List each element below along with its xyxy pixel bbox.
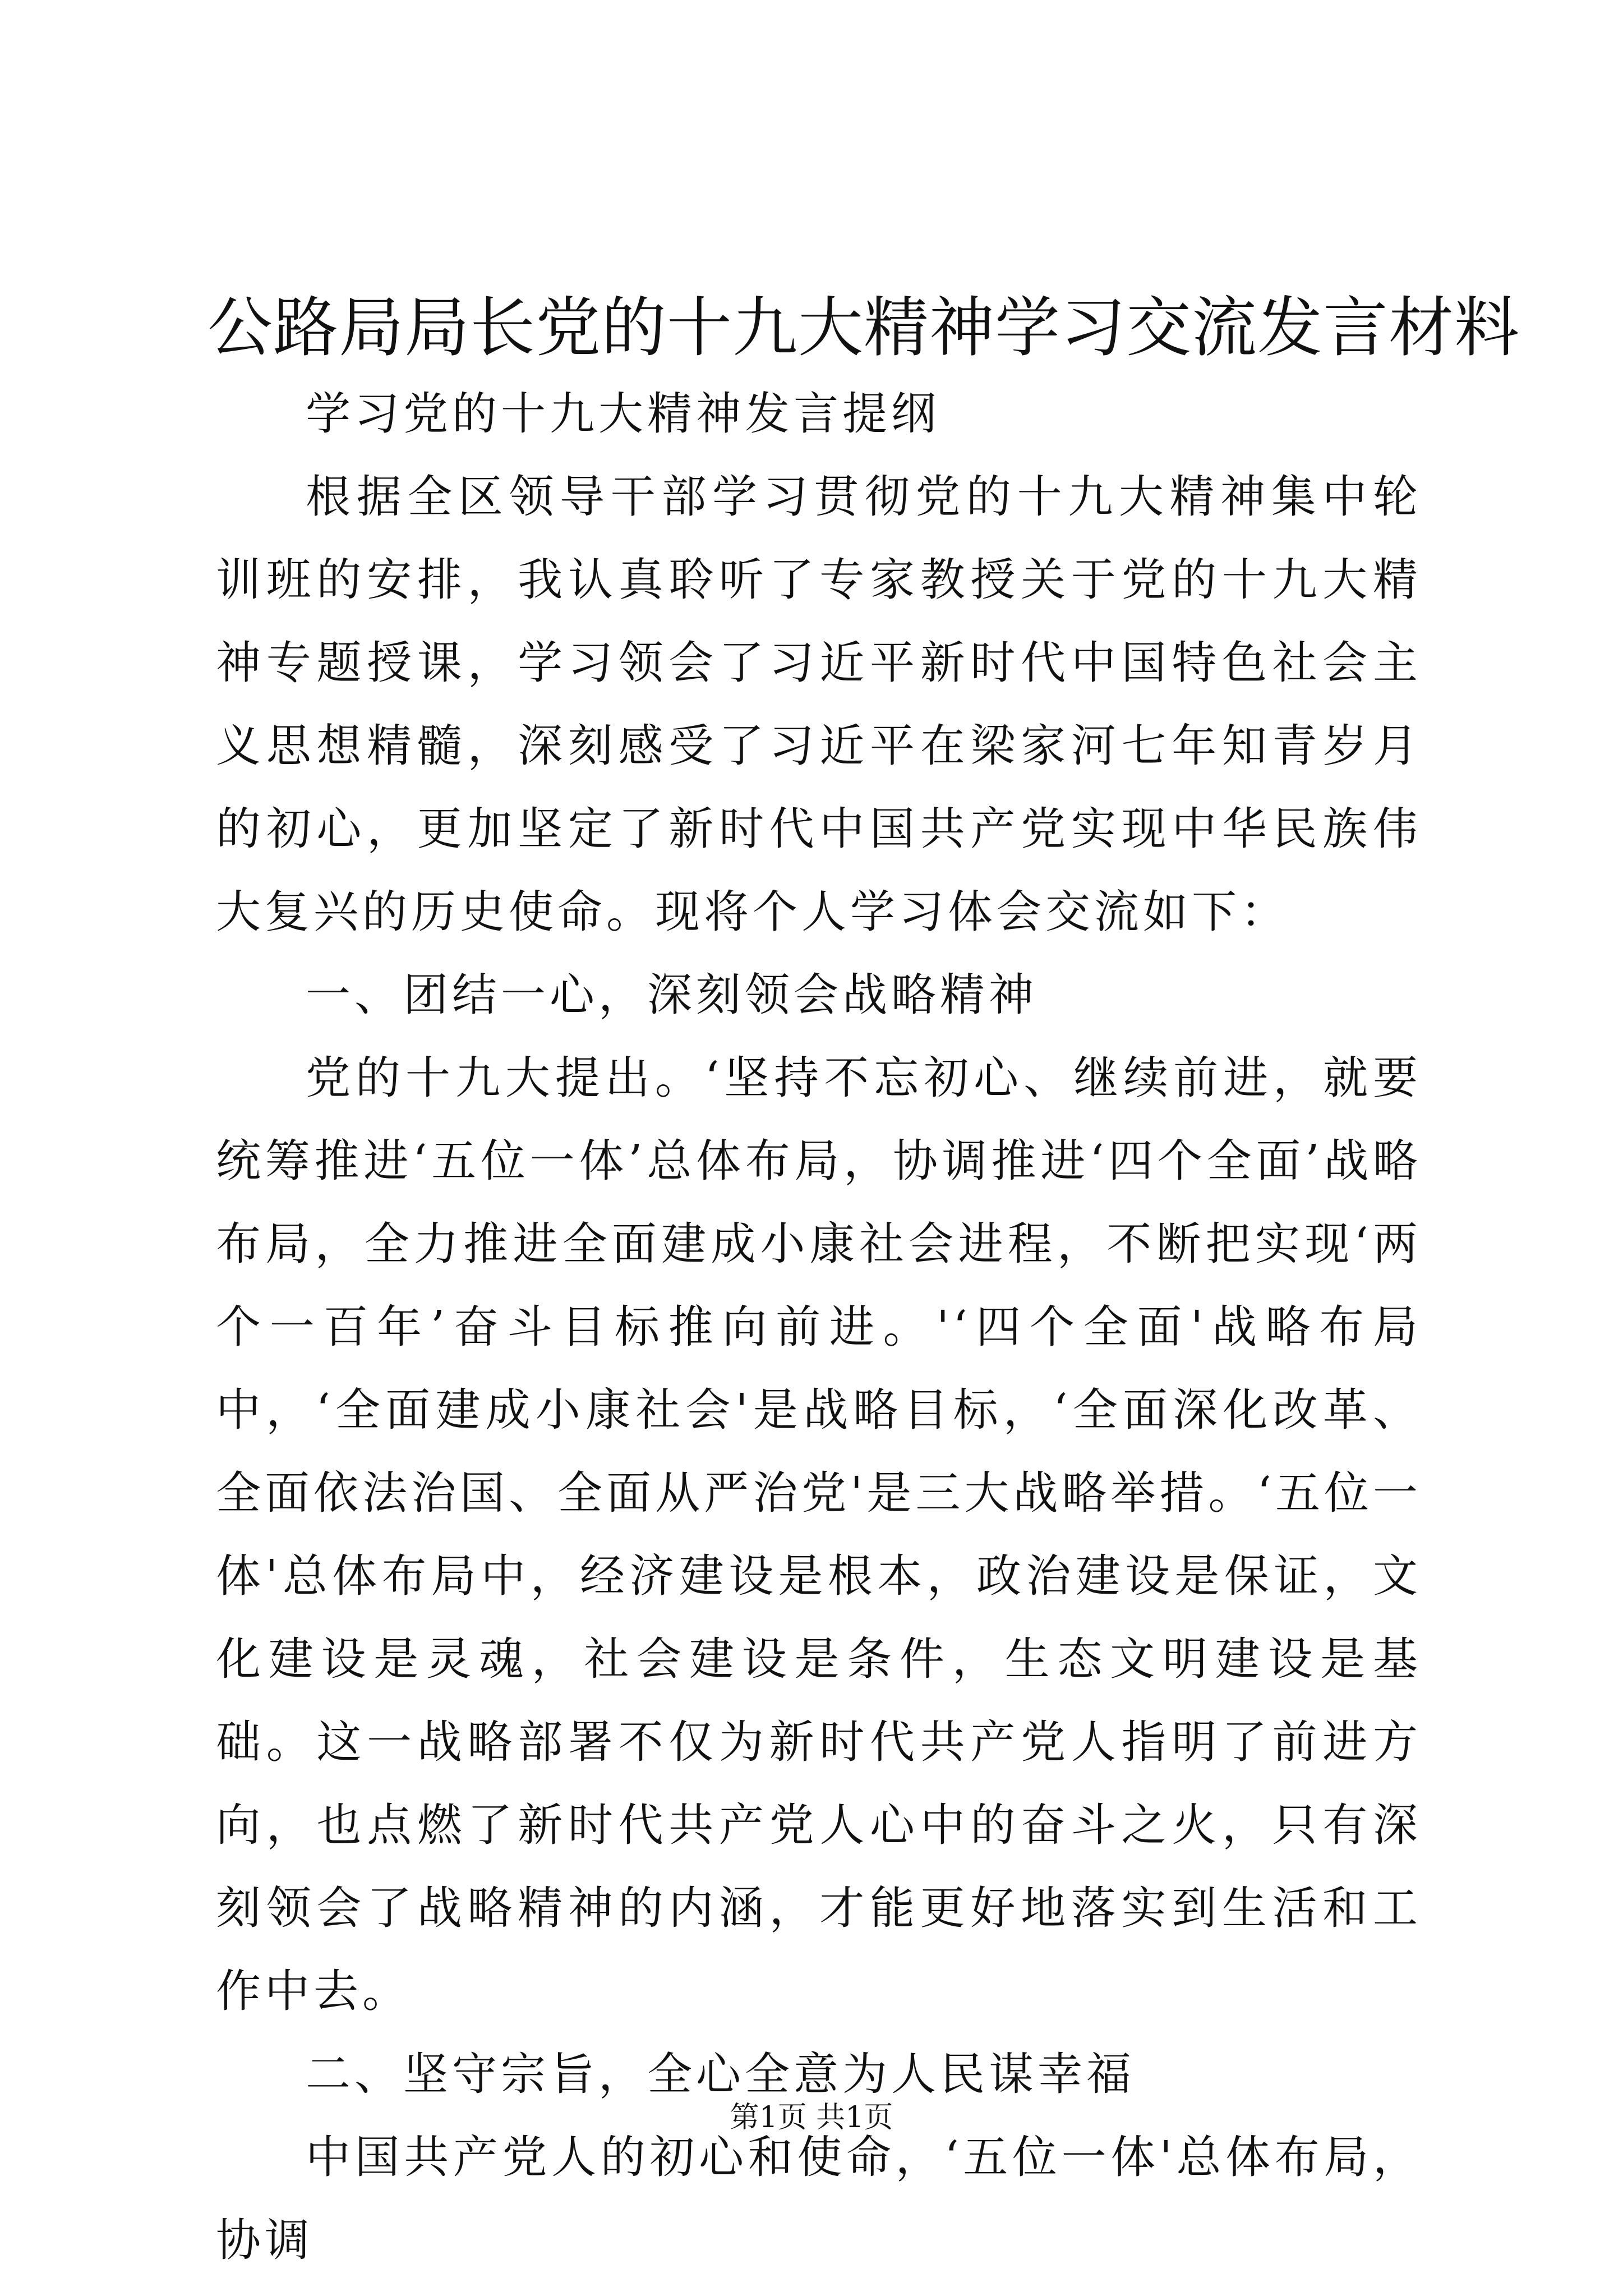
subtitle-paragraph: 学习党的十九大精神发言提纲	[306, 388, 940, 440]
page-footer: 第1页 共1页	[730, 2101, 893, 2134]
section-heading-2: 二、坚守宗旨，全心全意为人民谋幸福	[306, 2048, 1135, 2100]
section-2-paragraph: 中国共产党人的初心和使命，‘五位一体'总体布局，协调	[216, 2131, 1422, 2266]
document-title: 公路局局长党的十九大精神学习交流发言材料	[208, 290, 1520, 366]
section-heading-1: 一、团结一心，深刻领会战略精神	[306, 969, 1038, 1021]
section-1-paragraph: 党的十九大提出。‘坚持不忘初心、继续前进，就要统筹推进‘五位一体’总体布局，协调推进‘四个全面’战略布局，全力推进全面建成小康社会进程，不断把实现‘两个一百年’奋斗目标推向前进。'‘四个全面'战略布局中，‘全面建成小康社会'是战略目标，‘全面深化改革、全面依法治国、全面从严治党'是三大战略举措。‘五位一体'总体布局中，经济建设是根本，政治建设是保证，文化建设是灵魂，社会建设是条件，生态文明建设是基础。这一战略部署不仅为新时代共产党人指明了前进方向，也点燃了新时代共产党人心中的奋斗之火，只有深刻领会了战略精神的内涵，才能更好地落实到生活和工作中去。	[216, 1052, 1422, 2017]
document-body	[216, 372, 1422, 2282]
intro-paragraph: 根据全区领导干部学习贯彻党的十九大精神集中轮训班的安排，我认真聆听了专家教授关于党的十九大精神专题授课，学习领会了习近平新时代中国特色社会主义思想精髓，深刻感受了习近平在梁家河七年知青岁月的初心，更加坚定了新时代中国共产党实现中华民族伟大复兴的历史使命。现将个人学习体会交流如下：	[216, 471, 1422, 938]
